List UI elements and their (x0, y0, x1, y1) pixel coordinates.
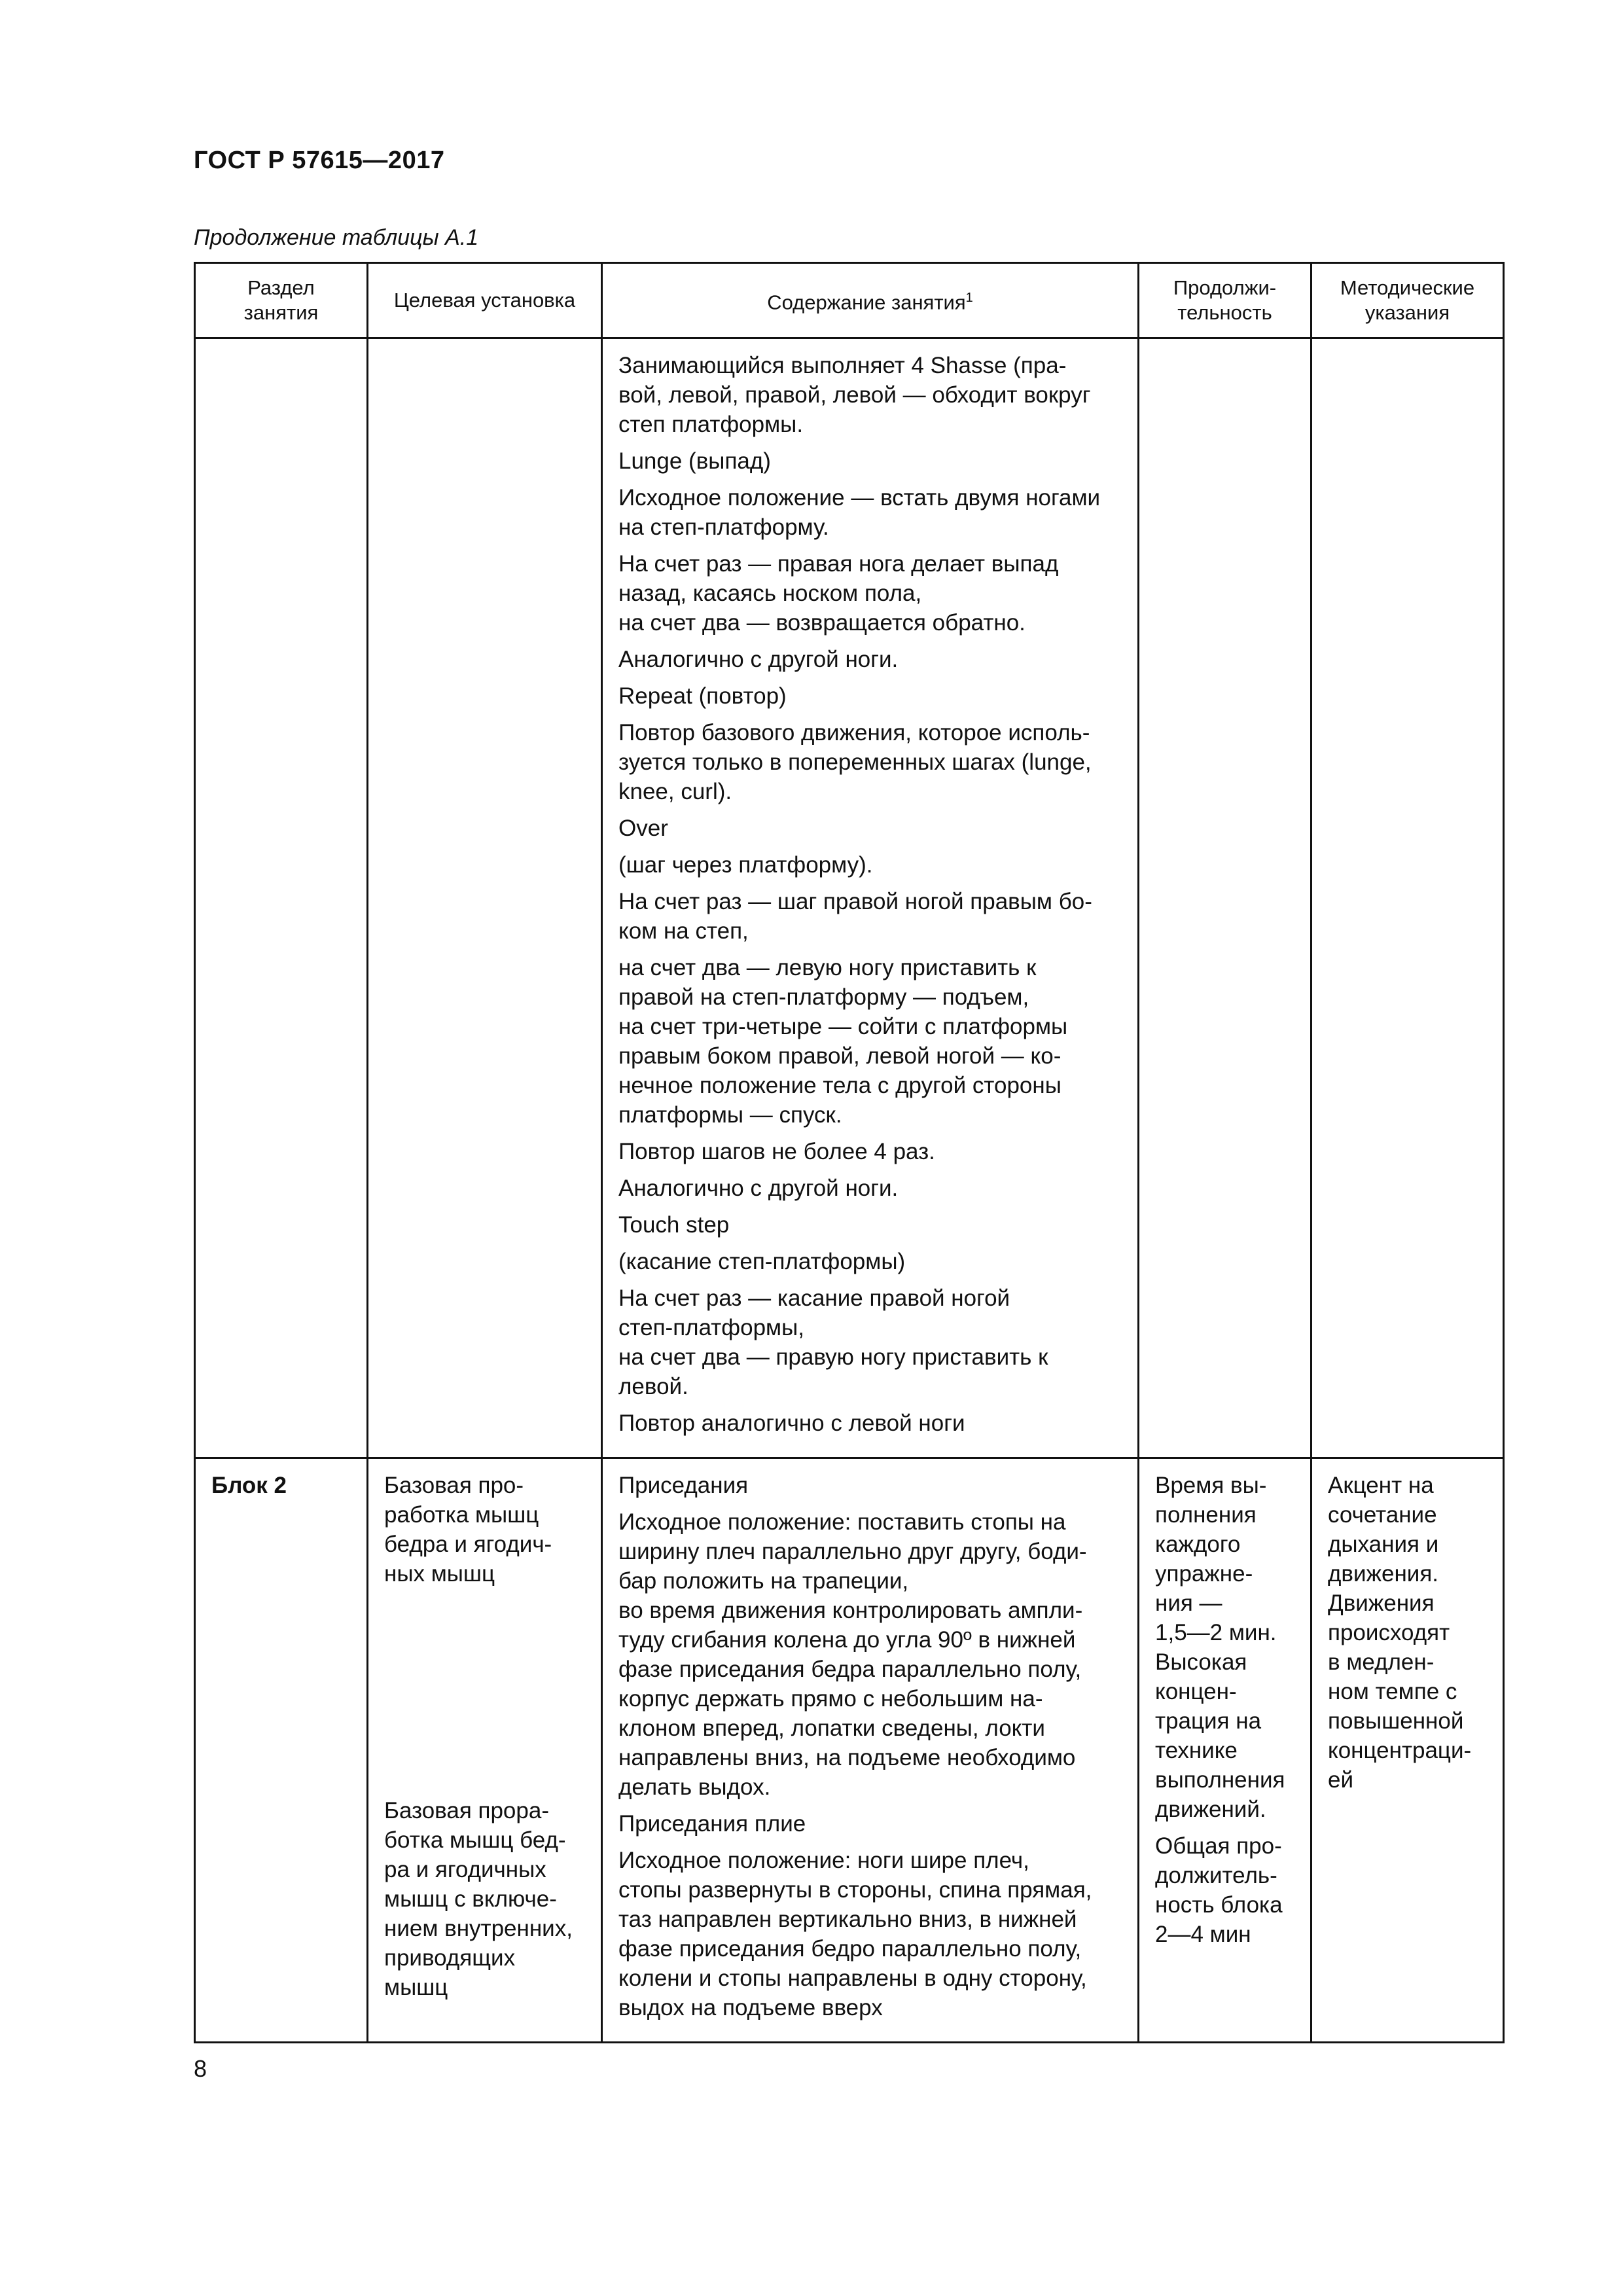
row1-content-paragraph: Исходное положение — встать двумя ногами на степ-платформу. (618, 485, 1101, 540)
row1-goal-cell (368, 338, 602, 1458)
row1-content-paragraph: На счет раз — шаг правой ногой правым бо- ком на степ, (618, 889, 1092, 944)
row1-content-paragraph: Lunge (выпад) (618, 448, 771, 474)
table-row (195, 338, 1504, 1458)
header-content-label: Содержание занятия (767, 291, 966, 314)
header-section-line-2: занятия (243, 301, 319, 324)
header-section (195, 263, 368, 338)
header-duration-line-2: тельность (1177, 301, 1272, 324)
header-duration (1139, 263, 1311, 338)
row2-duration-cell (1139, 1458, 1311, 2043)
row1-duration-cell (1139, 338, 1311, 1458)
row2-section-cell (195, 1458, 368, 2043)
exercise-table (194, 262, 1505, 2043)
row2-guidelines-cell (1311, 1458, 1504, 2043)
table-header-row (195, 263, 1504, 338)
header-goal: Целевая установка (368, 263, 602, 338)
header-guidelines-line-1: Методические (1340, 276, 1475, 299)
duration-block-total: Общая про- должитель- ность блока 2—4 мин (1155, 1833, 1283, 1947)
row1-content-paragraph: Повтор шагов не более 4 раз. (618, 1139, 935, 1164)
row2-content-cell (602, 1458, 1139, 2043)
row1-guidelines-cell (1311, 338, 1504, 1458)
row1-content-paragraph: Повтор аналогично с левой ноги (618, 1410, 965, 1436)
row1-content (603, 339, 1137, 1457)
goal-plie-squats: Базовая прора- ботка мышц бед- ра и ягодичных мышц с включе- нием внутренних, приводящих мышц (384, 1798, 573, 2000)
guidelines-text: Акцент на сочетание дыхания и движения. Движения происходят в медлен- ном темпе с повышенной концентраци- ей (1328, 1473, 1472, 1793)
row1-content-paragraph: На счет раз — касание правой ногой степ-платформы, на счет два — правую ногу приставить к левой. (618, 1285, 1048, 1399)
row2-goal-cell (368, 1458, 602, 2043)
document-code-header: ГОСТ Р 57615—2017 (194, 147, 445, 174)
row1-content-paragraph: на счет два — левую ногу приставить к правой на степ-платформу — подъем, на счет три-четыре — сойти с платформы правым боком правой, левой ногой — ко- нечное положение тела с другой стороны платформы — спуск. (618, 955, 1068, 1128)
goal-squats: Базовая про- работка мышц бедра и ягодич- ных мышц (384, 1473, 552, 1587)
row1-content-paragraph: (шаг через платформу). (618, 852, 873, 878)
row1-content-paragraph: Занимающийся выполняет 4 Shasse (пра- вой, левой, правой, левой — обходит вокруг степ платформы. (618, 353, 1091, 437)
row1-content-paragraph: Over (618, 816, 668, 841)
table-caption: Продолжение таблицы А.1 (194, 225, 479, 250)
row1-content-paragraph: Repeat (повтор) (618, 683, 787, 709)
row1-content-paragraph: Touch step (618, 1212, 730, 1238)
row1-content-paragraph: Повтор базового движения, которое исполь- зуется только в попеременных шагах (lunge, knee, curl). (618, 720, 1092, 804)
header-guidelines (1311, 263, 1504, 338)
header-content (602, 263, 1139, 338)
row2-content-paragraph: Исходное положение: поставить стопы на ширину плеч параллельно друг другу, боди- бар положить на трапеции, во время движения контролировать ампли- туду сгибания колена до угла 90º в нижней фазе приседания бедра параллельно полу, корпус держать прямо с небольшим на- клоном вперед, лопатки сведены, локти направлены вниз, на подъеме необходимо делать выдох. (618, 1509, 1087, 1800)
row1-content-paragraph: Аналогично с другой ноги. (618, 1175, 899, 1201)
row1-content-cell (602, 338, 1139, 1458)
row1-content-paragraph: (касание степ-платформы) (618, 1249, 906, 1274)
row1-content-paragraph: Аналогично с другой ноги. (618, 647, 899, 672)
row2-content-paragraph: Приседания плие (618, 1811, 806, 1837)
row1-section-cell (195, 338, 368, 1458)
duration-exercise: Время вы- полнения каждого упражне- ния — 1,5—2 мин. Высокая концен- трация на технике выполнения движений. (1155, 1473, 1285, 1822)
table-row (195, 1458, 1504, 2043)
row2-content-paragraph: Исходное положение: ноги шире плеч, стопы развернуты в стороны, спина прямая, таз направлен вертикально вниз, в нижней фазе приседания бедро параллельно полу, колени и стопы направлены в одну сторону, выдох на подъеме вверх (618, 1848, 1092, 2020)
header-duration-line-1: Продолжи- (1173, 276, 1277, 299)
header-guidelines-line-2: указания (1364, 301, 1450, 324)
block-label: Блок 2 (211, 1473, 287, 1498)
row2-content (603, 1459, 1137, 2041)
page-number: 8 (194, 2055, 207, 2082)
row2-content-paragraph: Приседания (618, 1473, 749, 1498)
footnote-marker: 1 (965, 291, 973, 306)
row1-content-paragraph: На счет раз — правая нога делает выпад назад, касаясь носком пола, на счет два — возвращается обратно. (618, 551, 1059, 636)
header-section-line-1: Раздел (247, 276, 315, 299)
